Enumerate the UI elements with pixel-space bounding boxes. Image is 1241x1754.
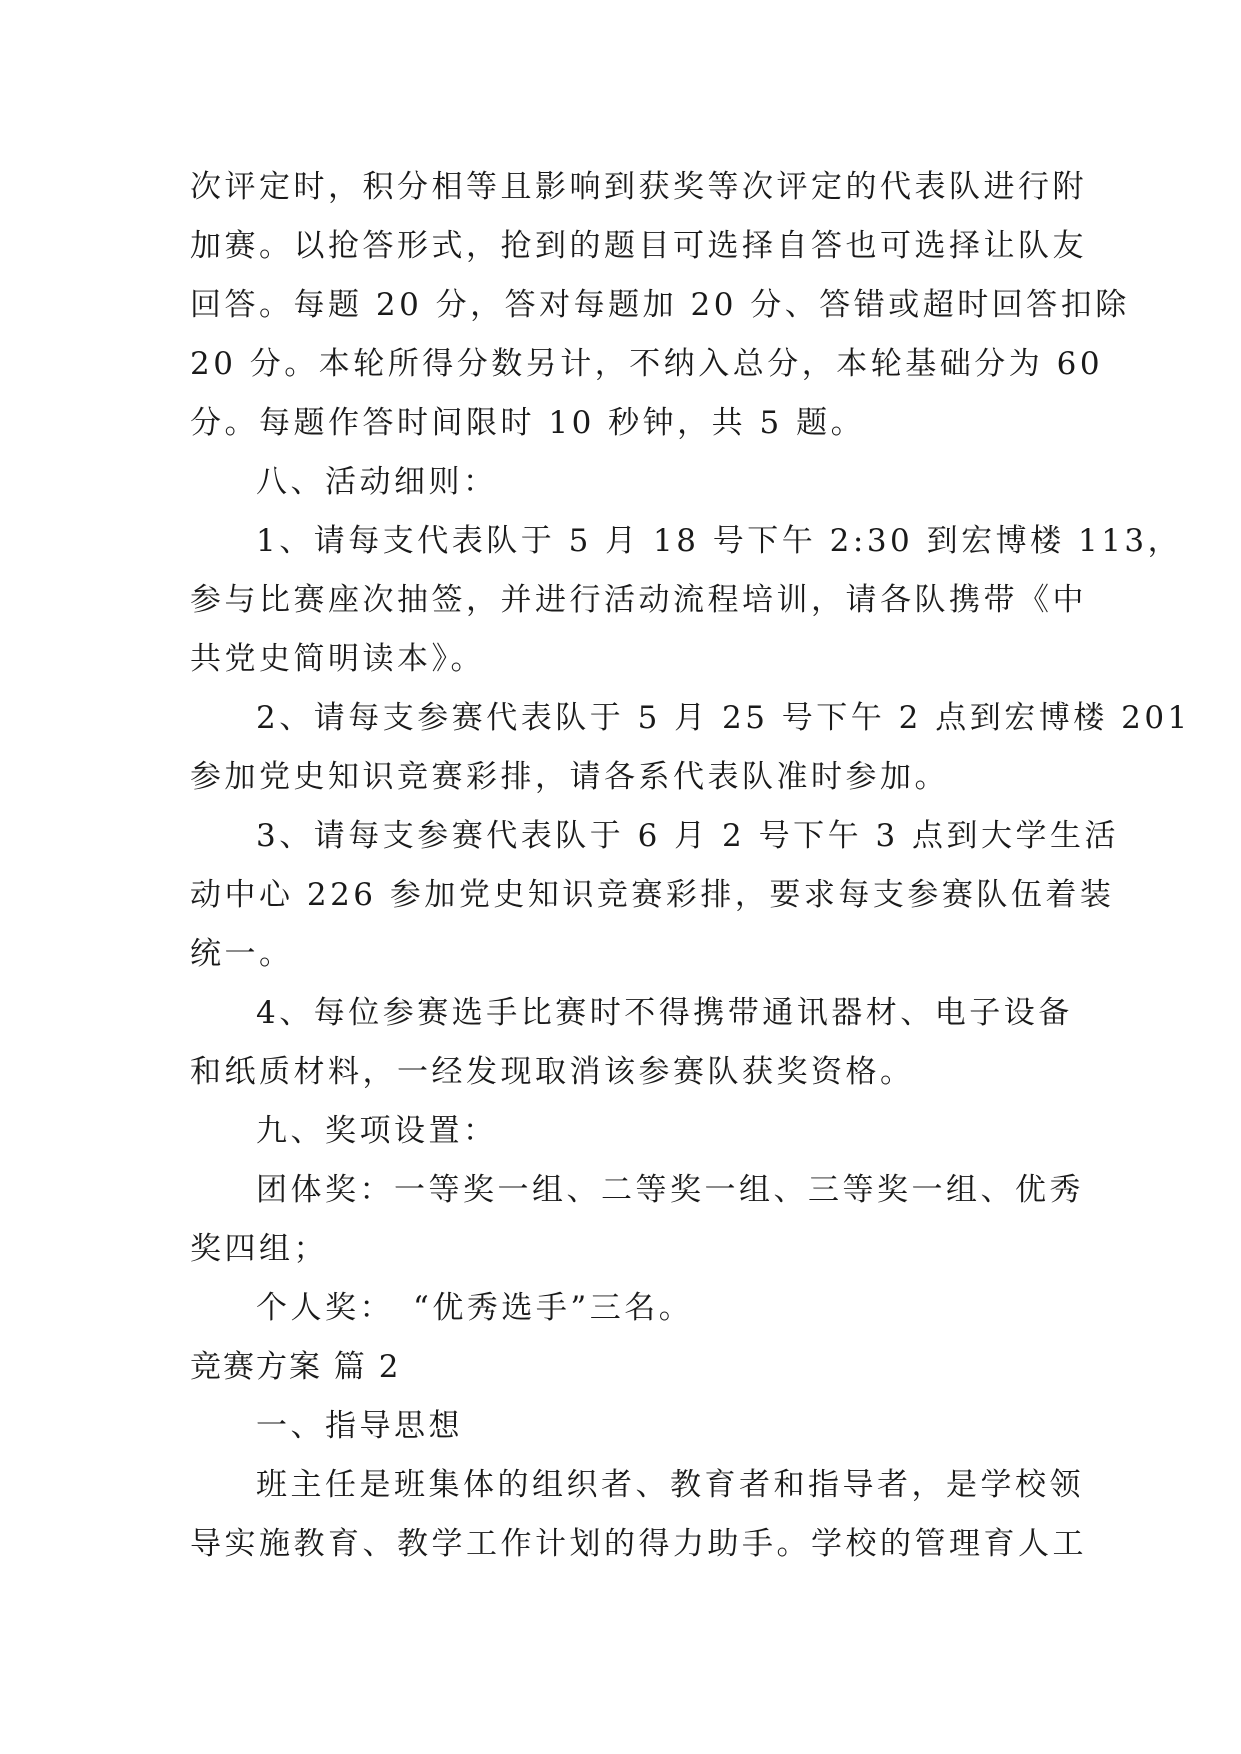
text-line: 回答。每题 20 分，答对每题加 20 分、答错或超时回答扣除 xyxy=(190,287,1130,323)
text-line: 4、每位参赛选手比赛时不得携带通讯器材、电子设备 xyxy=(256,995,1073,1031)
text-line: 导实施教育、教学工作计划的得力助手。学校的管理育人工 xyxy=(190,1526,1087,1562)
document-body xyxy=(190,158,1191,1574)
text-line: 次评定时，积分相等且影响到获奖等次评定的代表队进行附 xyxy=(190,169,1087,205)
text-line: 参与比赛座次抽签，并进行活动流程培训，请各队携带《中 xyxy=(190,582,1087,618)
text-line: 20 分。本轮所得分数另计，不纳入总分，本轮基础分为 60 xyxy=(190,346,1104,382)
text-line: 加赛。以抢答形式，抢到的题目可选择自答也可选择让队友 xyxy=(190,228,1087,264)
text-line: 参加党史知识竞赛彩排，请各系代表队准时参加。 xyxy=(190,759,949,795)
section-heading: 九、奖项设置： xyxy=(256,1113,498,1149)
section-heading: 一、指导思想 xyxy=(256,1408,463,1444)
text-line: 动中心 226 参加党史知识竞赛彩排，要求每支参赛队伍着装 xyxy=(190,877,1115,913)
section-heading: 八、活动细则： xyxy=(256,464,498,500)
text-line: 1、请每支代表队于 5 月 18 号下午 2:30 到宏博楼 113， xyxy=(256,523,1183,559)
text-line: 共党史简明读本》。 xyxy=(190,641,485,677)
text-line: 3、请每支参赛代表队于 6 月 2 号下午 3 点到大学生活 xyxy=(256,818,1120,854)
document-title: 竞赛方案 篇 2 xyxy=(190,1349,401,1385)
text-line: 奖四组； xyxy=(190,1231,328,1267)
text-line: 分。每题作答时间限时 10 秒钟，共 5 题。 xyxy=(190,405,866,441)
text-line: 2、请每支参赛代表队于 5 月 25 号下午 2 点到宏博楼 201 xyxy=(256,700,1191,736)
text-line: 个人奖： “优秀选手”三名。 xyxy=(256,1290,694,1326)
text-line: 团体奖：一等奖一组、二等奖一组、三等奖一组、优秀 xyxy=(256,1172,1084,1208)
text-line: 和纸质材料，一经发现取消该参赛队获奖资格。 xyxy=(190,1054,915,1090)
text-line: 班主任是班集体的组织者、教育者和指导者，是学校领 xyxy=(256,1467,1084,1503)
text-line: 统一。 xyxy=(190,936,294,972)
